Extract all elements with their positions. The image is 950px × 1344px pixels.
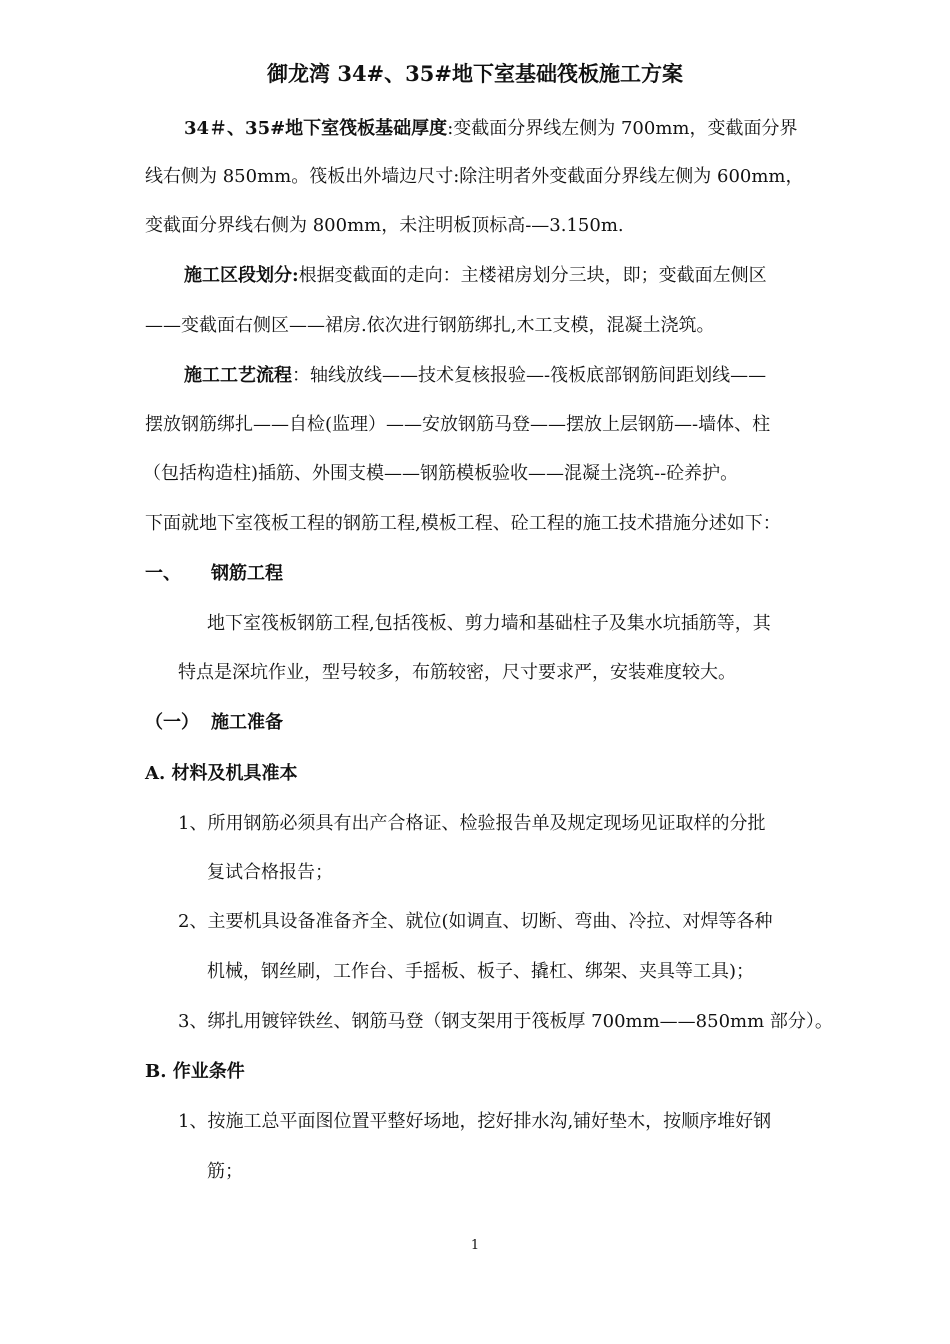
- section-1-title: 钢筋工程: [211, 563, 283, 584]
- paragraph-thickness-line-1: [184, 117, 797, 141]
- paragraph-process-line-3: （包括构造柱)插筋、外围支模——钢筋模板验收——混凝土浇筑--砼养护。: [143, 463, 739, 484]
- part-a-item-2-line-2: 机械，钢丝刷，工作台、手摇板、板子、撬杠、绑架、夹具等工具)；: [207, 961, 755, 982]
- part-b-title: B. 作业条件: [145, 1061, 245, 1082]
- section-1-text-line-1: 地下室筏板钢筋工程,包括筏板、剪力墙和基础柱子及集水坑插筋等，其: [207, 613, 771, 634]
- document-title: 御龙湾 34#、35#地下室基础筏板施工方案: [267, 61, 683, 86]
- paragraph-sections-line-2: ——变截面右侧区——裙房.依次进行钢筋绑扎,木工支模，混凝土浇筑。: [145, 315, 715, 336]
- part-a-item-1-line-2: 复试合格报告；: [207, 862, 333, 883]
- paragraph-intro: 下面就地下室筏板工程的钢筋工程,模板工程、砼工程的施工技术措施分述如下：: [145, 513, 781, 534]
- thickness-label: 34＃、35#地下室筏板基础厚度: [184, 118, 448, 139]
- part-b-item-1-line-2: 筋；: [207, 1161, 243, 1182]
- part-a-title: A. 材料及机具准本: [145, 763, 298, 784]
- sections-text: 根据变截面的走向：主楼裙房划分三块，即；变截面左侧区: [298, 265, 767, 286]
- subsection-1-title: 施工准备: [211, 712, 283, 733]
- paragraph-thickness-line-2: 线右侧为 850mm。筏板出外墙边尺寸:除注明者外变截面分界线左侧为 600mm，: [145, 166, 804, 187]
- subsection-1-number: （一）: [145, 712, 199, 733]
- part-a-item-3: 3、绑扎用镀锌铁丝、钢筋马登（钢支架用于筏板厚 700mm——850mm 部分）。: [178, 1011, 833, 1032]
- section-1-number: 一、: [145, 563, 181, 584]
- section-1-text-line-2: 特点是深坑作业，型号较多，布筋较密，尺寸要求严，安装难度较大。: [178, 662, 736, 683]
- process-label: 施工工艺流程: [184, 365, 292, 386]
- paragraph-process-line-1: [184, 364, 766, 388]
- paragraph-sections-line-1: [184, 264, 767, 288]
- page-number: 1: [470, 1238, 480, 1253]
- paragraph-thickness-line-3: 变截面分界线右侧为 800mm，未注明板顶标高-—3.150m.: [145, 215, 624, 236]
- sections-label: 施工区段划分:: [184, 265, 299, 286]
- paragraph-process-line-2: 摆放钢筋绑扎——自检(监理）——安放钢筋马登——摆放上层钢筋—-墙体、柱: [145, 414, 771, 435]
- thickness-text: :变截面分界线左侧为 700mm，变截面分界: [447, 118, 798, 139]
- part-a-item-1-line-1: 1、所用钢筋必须具有出产合格证、检验报告单及规定现场见证取样的分批: [178, 813, 766, 834]
- part-b-item-1-line-1: 1、按施工总平面图位置平整好场地，挖好排水沟,铺好垫木，按顺序堆好钢: [178, 1111, 772, 1132]
- part-a-item-2-line-1: 2、主要机具设备准备齐全、就位(如调直、切断、弯曲、冷拉、对焊等各种: [178, 911, 773, 932]
- process-text: ：轴线放线——技术复核报验—-筏板底部钢筋间距划线——: [292, 365, 767, 386]
